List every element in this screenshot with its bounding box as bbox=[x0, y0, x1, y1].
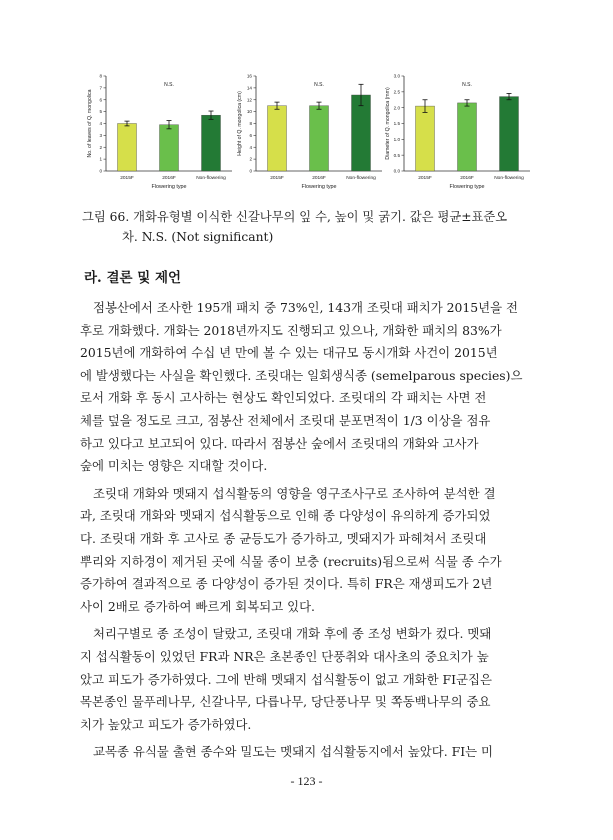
y-tick-label: 1.5 bbox=[393, 121, 400, 127]
text-line: 2015년에 개화하여 수십 년 만에 볼 수 있는 대규모 동시개화 사건이 2015년 bbox=[80, 345, 498, 361]
text-line: 목본종인 물푸레나무, 신갈나무, 다릅나무, 당단풍나무 및 쪽동백나무의 중요 bbox=[80, 694, 491, 710]
y-tick-label: 8 bbox=[249, 121, 252, 127]
y-tick-label: 3 bbox=[99, 132, 102, 138]
y-tick-label: 6 bbox=[99, 97, 102, 103]
bar bbox=[202, 115, 221, 171]
x-tick-label: 2015F bbox=[418, 176, 432, 181]
x-tick-label: Non-flowering bbox=[494, 176, 524, 181]
y-tick-label: 4 bbox=[249, 144, 252, 150]
bar bbox=[160, 125, 179, 171]
x-tick-label: Non-flowering bbox=[346, 176, 376, 181]
y-tick-label: 3.0 bbox=[393, 73, 400, 79]
x-axis-label: Flowering type bbox=[151, 184, 187, 190]
y-tick-label: 5 bbox=[99, 109, 102, 115]
bar bbox=[310, 106, 329, 171]
y-tick-label: 2.5 bbox=[393, 89, 400, 95]
y-tick-label: 2 bbox=[249, 156, 252, 162]
y-tick-label: 2 bbox=[99, 144, 102, 150]
text-line: 치가 높았고 피도가 증가하였다. bbox=[80, 716, 252, 732]
x-tick-label: 2016F bbox=[460, 176, 474, 181]
text-line: 과, 조릿대 개화와 멧돼지 섭식활동으로 인해 종 다양성이 유의하게 증가되었 bbox=[80, 508, 491, 524]
text-line: 았고 피도가 증가하였다. 그에 반해 멧돼지 섭식활동이 없고 개화한 FI군집은 bbox=[80, 671, 492, 687]
y-tick-label: 0.0 bbox=[393, 168, 400, 174]
y-axis-label: Diameter of Q. mongolica (mm) bbox=[385, 87, 391, 160]
y-tick-label: 16 bbox=[246, 73, 252, 79]
text-line: 지 섭식활동이 있었던 FR과 NR은 초본종인 단풍취와 대사초의 중요치가 높 bbox=[80, 648, 489, 664]
bar bbox=[352, 95, 371, 171]
text-line: 교목종 유식물 출현 종수와 밀도는 멧돼지 섭식활동지에서 높았다. FI는 미 bbox=[93, 744, 493, 760]
figure-caption bbox=[82, 207, 537, 247]
y-tick-label: 4 bbox=[99, 121, 102, 127]
text-line: 처리구별로 종 조성이 달랐고, 조릿대 개화 후에 종 조성 변화가 컸다. 멧돼 bbox=[93, 626, 492, 642]
text-line: 에 발생했다는 사실을 확인했다. 조릿대는 일회생식종 (semelparous species)으 bbox=[80, 367, 523, 383]
y-axis-label: Height of Q. mongolica (cm) bbox=[237, 91, 243, 156]
text-line: 조릿대 개화와 멧돼지 섭식활동의 영향을 영구조사구로 조사하여 분석한 결 bbox=[93, 485, 496, 501]
y-tick-label: 10 bbox=[246, 109, 252, 115]
figure-66-charts bbox=[84, 70, 544, 200]
text-line: 사이 2배로 증가하여 빠르게 회복되고 있다. bbox=[80, 598, 315, 614]
x-tick-label: Non-flowering bbox=[196, 176, 226, 181]
y-tick-label: 0 bbox=[99, 168, 102, 174]
paragraph bbox=[80, 483, 538, 619]
significance-label: N.S. bbox=[164, 82, 174, 88]
y-tick-label: 2.0 bbox=[393, 105, 400, 111]
y-tick-label: 6 bbox=[249, 132, 252, 138]
y-tick-label: 14 bbox=[246, 85, 252, 91]
chart-svg bbox=[382, 70, 532, 198]
chart-svg bbox=[234, 70, 384, 198]
significance-label: N.S. bbox=[462, 82, 472, 88]
text-line: 로서 개화 후 동시 고사하는 현상도 확인되었다. 조릿대의 각 패치는 사면 전 bbox=[80, 390, 487, 406]
y-tick-label: 12 bbox=[246, 97, 252, 103]
text-line: 점봉산에서 조사한 195개 패치 중 73%인, 143개 조릿대 패치가 2015년을 전 bbox=[93, 300, 518, 315]
chart-svg bbox=[84, 70, 234, 198]
significance-label: N.S. bbox=[314, 82, 324, 88]
bar bbox=[118, 124, 137, 172]
diameter-chart bbox=[382, 70, 532, 198]
text-line: 뿌리와 지하경이 제거된 곳에 식물 종이 보충 (recruits)됨으로써 식물 종 수가 bbox=[80, 553, 502, 569]
paragraph bbox=[80, 297, 538, 478]
x-axis-label: Flowering type bbox=[449, 184, 485, 190]
x-tick-label: 2016F bbox=[162, 176, 176, 181]
text-line: 증가하여 결과적으로 종 다양성이 증가된 것이다. 특히 FR은 재생피도가 2년 bbox=[80, 576, 493, 592]
y-tick-label: 8 bbox=[99, 73, 102, 79]
text-line: 숲에 미치는 영향은 지대할 것이다. bbox=[80, 458, 268, 474]
caption-line-2: 차. N.S. (Not significant) bbox=[122, 230, 274, 244]
text-line: 후로 개화했다. 개화는 2018년까지도 진행되고 있으나, 개화한 패치의 83%가 bbox=[80, 322, 502, 338]
text-line: 다. 조릿대 개화 후 고사로 종 균등도가 증가하고, 멧돼지가 파헤쳐서 조릿대 bbox=[80, 530, 487, 546]
page-number: - 123 - bbox=[290, 774, 323, 788]
x-tick-label: 2015F bbox=[270, 176, 284, 181]
body-text bbox=[80, 297, 538, 769]
height-chart bbox=[234, 70, 384, 198]
bar bbox=[268, 106, 287, 171]
x-tick-label: 2015F bbox=[120, 176, 134, 181]
section-title: 라. 결론 및 제언 bbox=[84, 270, 182, 286]
caption-line-1: 그림 66. 개화유형별 이식한 신갈나무의 잎 수, 높이 및 굵기. 값은 평균±표준오 bbox=[82, 210, 508, 224]
y-tick-label: 0 bbox=[249, 168, 252, 174]
y-tick-label: 0.5 bbox=[393, 152, 400, 158]
bar bbox=[458, 103, 477, 171]
text-line: 체를 덮을 정도로 크고, 점봉산 전체에서 조릿대 분포면적이 1/3 이상을 점유 bbox=[80, 412, 491, 428]
x-axis-label: Flowering type bbox=[301, 184, 337, 190]
y-tick-label: 1 bbox=[99, 156, 102, 162]
leaves-chart bbox=[84, 70, 234, 198]
bar bbox=[416, 106, 435, 171]
y-tick-label: 1.0 bbox=[393, 136, 400, 142]
bar bbox=[500, 97, 519, 171]
text-line: 하고 있다고 보고되어 있다. 따라서 점봉산 숲에서 조릿대의 개화와 고사가 bbox=[80, 435, 479, 451]
paragraph bbox=[80, 623, 538, 736]
y-axis-label: No. of leaves of Q. mongolica bbox=[87, 89, 93, 158]
paragraph bbox=[80, 741, 538, 764]
x-tick-label: 2016F bbox=[312, 176, 326, 181]
y-tick-label: 7 bbox=[99, 85, 102, 91]
